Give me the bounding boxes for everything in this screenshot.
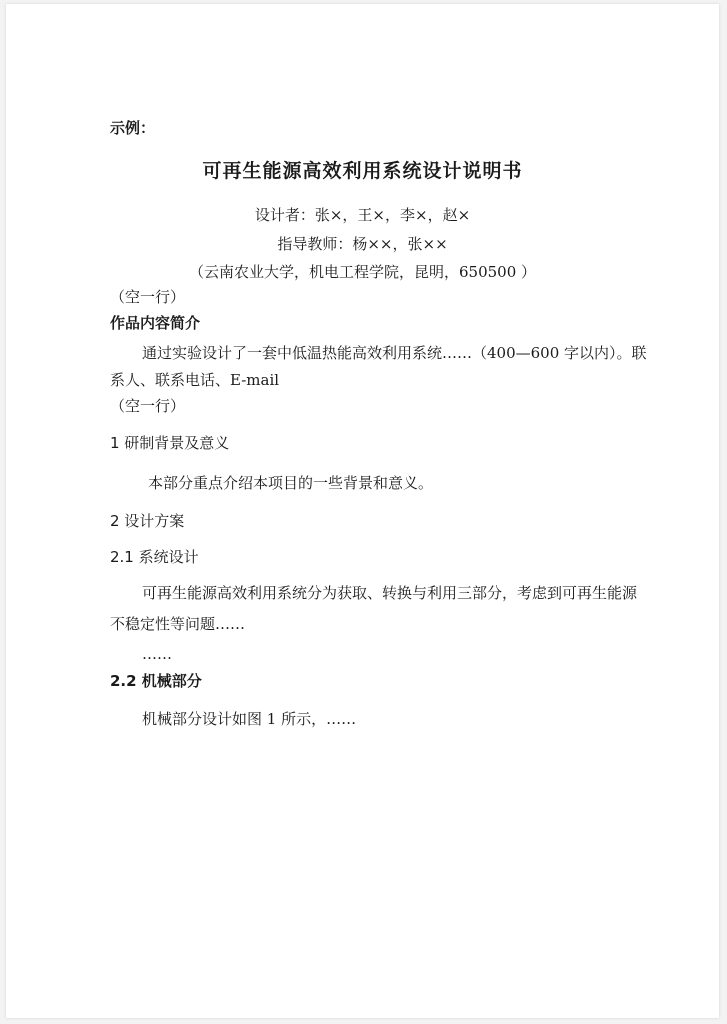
section-2-1-line-1: 可再生能源高效利用系统分为获取、转换与利用三部分，考虑到可再生能源 <box>142 584 638 602</box>
section-2-1-ellipsis: …… <box>142 645 172 663</box>
designers-line: 设计者：张×，王×，李×，赵× <box>254 206 471 224</box>
document-title: 可再生能源高效利用系统设计说明书 <box>202 160 523 182</box>
section-2-2-heading: 2.2 机械部分 <box>110 672 202 690</box>
document-page <box>6 4 719 1018</box>
example-label: 示例： <box>110 119 156 137</box>
section-2-1-heading: 2.1 系统设计 <box>110 548 199 566</box>
abstract-heading: 作品内容简介 <box>110 314 201 332</box>
section-2-2-text: 机械部分设计如图 1 所示，…… <box>142 710 357 728</box>
blank-line-note-2: （空一行） <box>110 397 186 415</box>
section-2-heading: 2 设计方案 <box>110 512 185 530</box>
blank-line-note-1: （空一行） <box>110 288 186 306</box>
section-1-heading: 1 研制背景及意义 <box>110 434 230 452</box>
abstract-line-2: 系人、联系电话、E-mail <box>110 371 280 389</box>
section-1-text: 本部分重点介绍本项目的一些背景和意义。 <box>148 474 434 492</box>
abstract-line-1: 通过实验设计了一套中低温热能高效利用系统……（400—600 字以内）。联 <box>142 344 647 362</box>
advisors-line: 指导教师：杨××，张×× <box>277 235 448 253</box>
affiliation-line: （云南农业大学，机电工程学院，昆明，650500 ） <box>188 263 537 281</box>
section-2-1-line-2: 不稳定性等问题…… <box>110 615 246 633</box>
